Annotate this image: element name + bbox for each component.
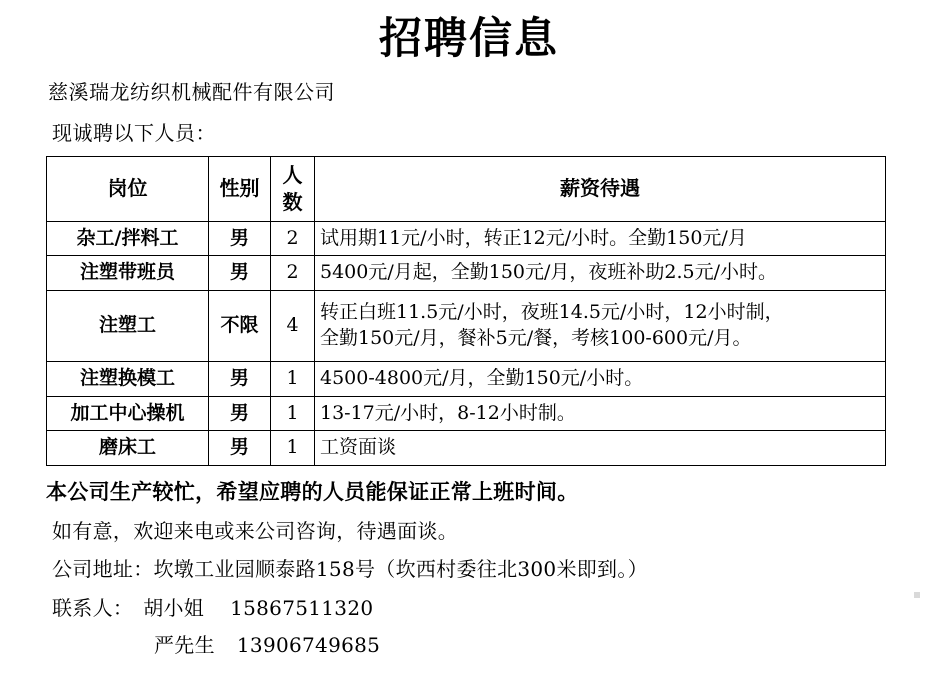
cell-count: 1	[271, 361, 315, 396]
note-work-time: 本公司生产较忙，希望应聘的人员能保证正常上班时间。	[46, 478, 579, 504]
note-address: 公司地址：坎墩工业园顺泰路158号（坎西村委往北300米即到。）	[52, 556, 648, 581]
table-row	[47, 290, 886, 361]
header-salary: 薪资待遇	[315, 156, 886, 221]
header-position: 岗位	[47, 156, 209, 221]
cell-gender: 男	[209, 396, 271, 431]
cell-gender: 男	[209, 256, 271, 291]
notes-section	[46, 476, 938, 658]
page-corner-mark	[914, 592, 920, 598]
cell-count: 1	[271, 431, 315, 466]
cell-position: 注塑带班员	[47, 256, 209, 291]
table-row	[47, 361, 886, 396]
contact-phone-2: 13906749685	[236, 632, 381, 657]
contact-label: 联系人：	[52, 595, 134, 620]
cell-gender: 男	[209, 361, 271, 396]
cell-count: 2	[271, 221, 315, 256]
job-listing-table	[46, 156, 886, 466]
table-row	[47, 431, 886, 466]
header-count: 人数	[271, 156, 315, 221]
cell-salary-line1: 转正白班11.5元/小时，夜班14.5元/小时，12小时制，	[320, 301, 784, 324]
table-row	[47, 221, 886, 256]
cell-salary: 4500-4800元/月，全勤150元/小时。	[315, 361, 886, 396]
cell-count: 2	[271, 256, 315, 291]
cell-position: 杂工/拌料工	[47, 221, 209, 256]
page-title: 招聘信息	[379, 14, 559, 64]
cell-salary-line2: 全勤150元/月，餐补5元/餐，考核100-600元/月。	[320, 326, 752, 349]
contact-phone-1: 15867511320	[230, 595, 374, 620]
note-inquiry: 如有意，欢迎来电或来公司咨询，待遇面谈。	[52, 518, 458, 543]
contact-row-secondary	[154, 629, 938, 658]
cell-position: 注塑换模工	[47, 361, 209, 396]
cell-salary	[315, 290, 886, 361]
cell-gender: 男	[209, 431, 271, 466]
contact-name-2: 严先生	[154, 632, 215, 657]
cell-position: 加工中心操机	[47, 396, 209, 431]
table-row	[47, 396, 886, 431]
header-gender: 性别	[209, 156, 271, 221]
cell-position: 磨床工	[47, 431, 209, 466]
contact-row-primary	[52, 592, 938, 621]
recruitment-subtitle: 现诚聘以下人员：	[52, 120, 216, 145]
table-row	[47, 256, 886, 291]
cell-salary: 工资面谈	[315, 431, 886, 466]
company-name: 慈溪瑞龙纺织机械配件有限公司	[48, 79, 335, 104]
cell-salary: 5400元/月起，全勤150元/月，夜班补助2.5元/小时。	[315, 256, 886, 291]
cell-count: 4	[271, 290, 315, 361]
cell-salary: 13-17元/小时，8-12小时制。	[315, 396, 886, 431]
cell-count: 1	[271, 396, 315, 431]
cell-salary: 试用期11元/小时，转正12元/小时。全勤150元/月	[315, 221, 886, 256]
cell-gender: 不限	[209, 290, 271, 361]
recruitment-poster	[0, 14, 938, 674]
cell-gender: 男	[209, 221, 271, 256]
table-header-row	[47, 156, 886, 221]
contact-name-1: 胡小姐	[143, 595, 205, 620]
cell-position: 注塑工	[47, 290, 209, 361]
